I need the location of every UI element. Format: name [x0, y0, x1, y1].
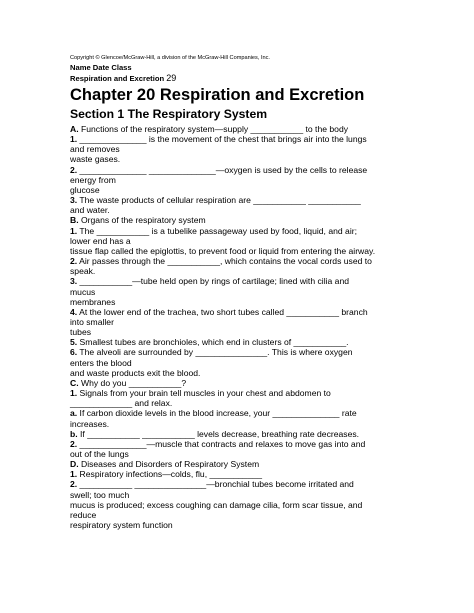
line-text: reduce: [70, 509, 97, 520]
item-marker: 6.: [70, 347, 78, 358]
worksheet-line: [70, 439, 400, 449]
worksheet-line: [70, 266, 400, 276]
item-marker: 2.: [70, 164, 78, 175]
line-text: Respiratory infections—colds, flu, ___________: [77, 469, 263, 480]
line-text: into smaller: [70, 316, 114, 327]
worksheet-line: [70, 195, 400, 205]
line-text: membranes: [70, 296, 116, 307]
item-marker: 5.: [70, 337, 78, 348]
item-marker: 2.: [70, 256, 78, 267]
line-text: _____________ and relax.: [70, 398, 173, 409]
line-text: ___________ _______________—bronchial tubes become irritated and: [77, 479, 354, 490]
worksheet-line: [70, 378, 400, 388]
item-marker: 3.: [70, 276, 78, 287]
item-marker: 3.: [70, 195, 78, 206]
worksheet-line: [70, 510, 400, 520]
line-text: The alveoli are surrounded by _______________. This is where oxygen: [77, 347, 353, 358]
line-text: Functions of the respiratory system—supply ___________ to the body: [78, 124, 349, 134]
item-marker: 1.: [70, 225, 78, 236]
worksheet-line: [70, 154, 400, 164]
item-marker: C.: [70, 377, 79, 388]
line-text: If carbon dioxide levels in the blood increase, your ______________ rate: [77, 408, 357, 419]
line-text: energy from: [70, 174, 116, 185]
line-text: Diseases and Disorders of Respiratory System: [78, 459, 260, 470]
chapter-title: Chapter 20 Respiration and Excretion: [70, 86, 365, 104]
section-heading: Section 1 The Respiratory System: [70, 107, 268, 121]
worksheet-line: [70, 236, 400, 246]
worksheet-line: [70, 459, 400, 469]
worksheet-line: [70, 226, 400, 236]
line-text: The waste products of cellular respiration are ___________ ___________: [77, 195, 361, 206]
line-text: The ___________ is a tubelike passageway used by food, liquid, and air;: [77, 225, 357, 236]
line-text: ______________—muscle that contracts and relaxes to move gas into and: [77, 438, 366, 449]
worksheet-line: [70, 479, 400, 489]
worksheet-line: [70, 449, 400, 459]
line-text: glucose: [70, 184, 100, 195]
item-marker: 1.: [70, 388, 78, 399]
line-text: ______________ is the movement of the chest that brings air into the lungs: [77, 134, 367, 145]
line-text: tubes: [70, 327, 92, 338]
worksheet-line: [70, 307, 400, 317]
line-text: mucus: [70, 286, 96, 297]
page-number: 29: [166, 73, 177, 83]
line-text: lower end has a: [70, 235, 131, 246]
item-marker: 4.: [70, 306, 78, 317]
line-text: Air passes through the ___________, which contains the vocal cords used to: [77, 256, 372, 267]
line-text: swell; too much: [70, 489, 130, 500]
worksheet-line: [70, 124, 400, 134]
line-text: ______________ ______________—oxygen is used by the cells to release: [77, 164, 368, 175]
worksheet-line: [70, 165, 400, 175]
line-text: If ___________ ___________ levels decrease, breathing rate decreases.: [77, 428, 360, 439]
copyright-notice: Copyright © Glencoe/McGraw-Hill, a division of the McGraw-Hill Companies, Inc.: [70, 55, 270, 61]
worksheet-line: [70, 205, 400, 215]
worksheet-line: [70, 419, 400, 429]
worksheet-line: [70, 144, 400, 154]
worksheet-line: [70, 388, 400, 398]
worksheet-page: [70, 54, 400, 530]
worksheet-line: [70, 276, 400, 286]
worksheet-line: [70, 520, 400, 530]
worksheet-line: [70, 368, 400, 378]
worksheet-line: [70, 408, 400, 418]
worksheet-line: [70, 429, 400, 439]
item-marker: a.: [70, 408, 78, 419]
item-marker: 2.: [70, 479, 78, 490]
line-text: Organs of the respiratory system: [78, 215, 206, 226]
line-text: respiratory system function: [70, 520, 173, 531]
worksheet-line: [70, 287, 400, 297]
line-text: tissue flap called the epiglottis, to prevent food or liquid from entering the airway.: [70, 245, 376, 256]
worksheet-line: [70, 347, 400, 357]
worksheet-line: [70, 317, 400, 327]
item-marker: 1.: [70, 134, 78, 145]
line-text: speak.: [70, 266, 96, 277]
line-text: Smallest tubes are bronchioles, which end in clusters of ___________.: [77, 337, 349, 348]
line-text: ___________—tube held open by rings of cartilage; lined with cilia and: [77, 276, 350, 287]
worksheet-line: [70, 246, 400, 256]
item-marker: 1.: [70, 469, 78, 480]
worksheet-line: [70, 490, 400, 500]
line-text: increases.: [70, 418, 110, 429]
worksheet-line: [70, 500, 400, 510]
worksheet-line: [70, 215, 400, 225]
worksheet-line: [70, 134, 400, 144]
item-marker: 2.: [70, 438, 78, 449]
line-text: Signals from your brain tell muscles in your chest and abdomen to: [77, 388, 331, 399]
item-marker: b.: [70, 428, 78, 439]
chapter-reference-text: Respiration and Excretion: [70, 74, 165, 83]
worksheet-line: [70, 256, 400, 266]
line-text: mucus is produced; excess coughing can damage cilia, form scar tissue, and: [70, 499, 363, 510]
item-marker: B.: [70, 215, 79, 226]
chapter-reference: [70, 73, 400, 84]
line-text: and waste products exit the blood.: [70, 367, 201, 378]
line-text: out of the lungs: [70, 449, 129, 459]
worksheet-line: [70, 175, 400, 185]
worksheet-line: [70, 185, 400, 195]
line-text: Why do you ___________?: [78, 377, 187, 388]
worksheet-line: [70, 398, 400, 408]
line-text: At the lower end of the trachea, two short tubes called ___________ branch: [77, 306, 368, 317]
worksheet-body: [70, 124, 400, 530]
name-date-class-header: Name Date Class: [70, 63, 132, 72]
item-marker: D.: [70, 459, 79, 470]
line-text: enters the blood: [70, 357, 132, 368]
worksheet-line: [70, 297, 400, 307]
line-text: waste gases.: [70, 154, 121, 165]
line-text: and removes: [70, 144, 120, 155]
line-text: and water.: [70, 205, 110, 216]
item-marker: A.: [70, 124, 79, 134]
worksheet-line: [70, 327, 400, 337]
worksheet-line: [70, 337, 400, 347]
worksheet-line: [70, 469, 400, 479]
worksheet-line: [70, 358, 400, 368]
